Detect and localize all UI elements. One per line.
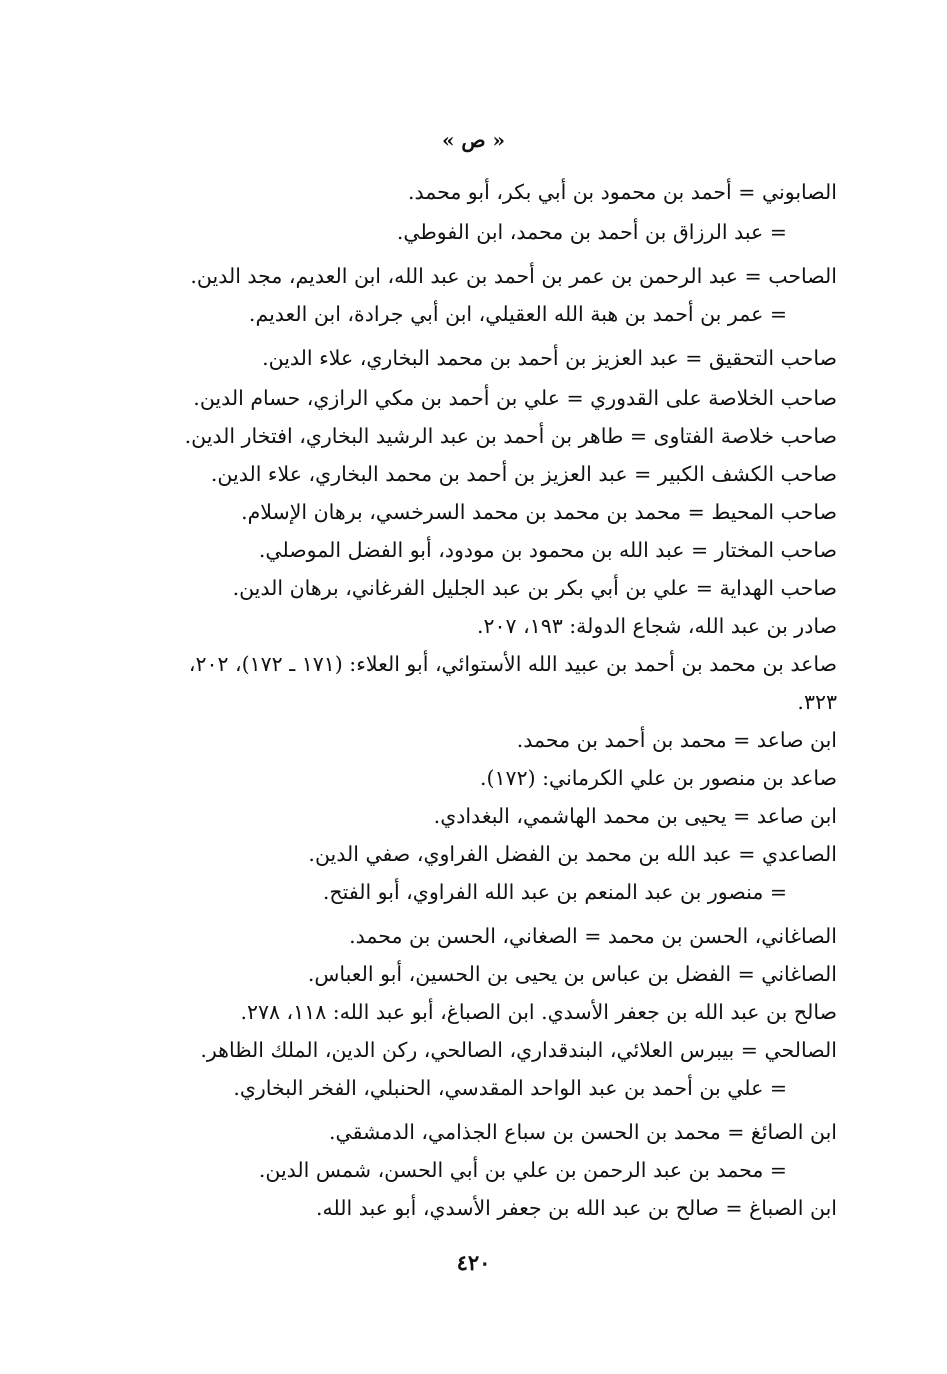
index-entry: صاحب المختار = عبد الله بن محمود بن مودود، أبو الفضل الموصلي. bbox=[258, 538, 837, 562]
index-entry: صاحب التحقيق = عبد العزيز بن أحمد بن محمد البخاري، علاء الدين. bbox=[262, 346, 837, 370]
index-entry: = علي بن أحمد بن عبد الواحد المقدسي، الحنبلي، الفخر البخاري. bbox=[233, 1076, 787, 1100]
index-entry: الصاغاني = الفضل بن عباس بن يحيى بن الحسين، أبو العباس. bbox=[307, 962, 837, 986]
index-entry: = عبد الرزاق بن أحمد بن محمد، ابن الفوطي. bbox=[396, 220, 787, 244]
index-entry: ابن الصائغ = محمد بن الحسن بن سباع الجذامي، الدمشقي. bbox=[328, 1120, 837, 1144]
index-entry: الصاعدي = عبد الله بن محمد بن الفضل الفراوي، صفي الدين. bbox=[308, 842, 837, 866]
index-entry: الصالحي = بيبرس العلائي، البندقداري، الصالحي، ركن الدين، الملك الظاهر. bbox=[200, 1038, 837, 1062]
index-entry: صاحب الهداية = علي بن أبي بكر بن عبد الجليل الفرغاني، برهان الدين. bbox=[232, 576, 837, 600]
section-header: « ص » bbox=[441, 128, 506, 152]
index-entry: الصاحب = عبد الرحمن بن عمر بن أحمد بن عبد الله، ابن العديم، مجد الدين. bbox=[190, 264, 837, 288]
index-entry: صاحب خلاصة الفتاوى = طاهر بن أحمد بن عبد الرشيد البخاري، افتخار الدين. bbox=[184, 424, 837, 448]
index-entry: = عمر بن أحمد بن هبة الله العقيلي، ابن أبي جرادة، ابن العديم. bbox=[248, 302, 787, 326]
index-entry: = محمد بن عبد الرحمن بن علي بن أبي الحسن، شمس الدين. bbox=[258, 1158, 787, 1182]
index-entry-continuation: ٣٢٣. bbox=[797, 690, 837, 714]
index-entry: صاعد بن منصور بن علي الكرماني: (١٧٢). bbox=[480, 766, 837, 790]
index-entry: صاحب الخلاصة على القدوري = علي بن أحمد بن مكي الرازي، حسام الدين. bbox=[193, 386, 837, 410]
index-entry: صاحب الكشف الكبير = عبد العزيز بن أحمد بن محمد البخاري، علاء الدين. bbox=[210, 462, 837, 486]
index-entry: صاعد بن محمد بن أحمد بن عبيد الله الأستوائي، أبو العلاء: (١٧١ ـ ١٧٢)، ٢٠٢، bbox=[188, 652, 837, 676]
index-entry: ابن الصباغ = صالح بن عبد الله بن جعفر الأسدي، أبو عبد الله. bbox=[315, 1196, 837, 1220]
index-entry: صالح بن عبد الله بن جعفر الأسدي. ابن الصباغ، أبو عبد الله: ١١٨، ٢٧٨. bbox=[240, 1000, 837, 1024]
index-entry: ابن صاعد = يحيى بن محمد الهاشمي، البغدادي. bbox=[433, 804, 837, 828]
index-entry: ابن صاعد = محمد بن أحمد بن محمد. bbox=[516, 728, 837, 752]
page-number: ٤٢٠ bbox=[456, 1250, 491, 1275]
index-entry: الصاغاني، الحسن بن محمد = الصغاني، الحسن بن محمد. bbox=[349, 924, 837, 948]
index-entry: = منصور بن عبد المنعم بن عبد الله الفراوي، أبو الفتح. bbox=[322, 880, 787, 904]
index-entry: الصابوني = أحمد بن محمود بن أبي بكر، أبو محمد. bbox=[407, 180, 837, 204]
index-entry: صادر بن عبد الله، شجاع الدولة: ١٩٣، ٢٠٧. bbox=[476, 614, 837, 638]
index-entry: صاحب المحيط = محمد بن محمد بن محمد السرخسي، برهان الإسلام. bbox=[241, 500, 837, 524]
